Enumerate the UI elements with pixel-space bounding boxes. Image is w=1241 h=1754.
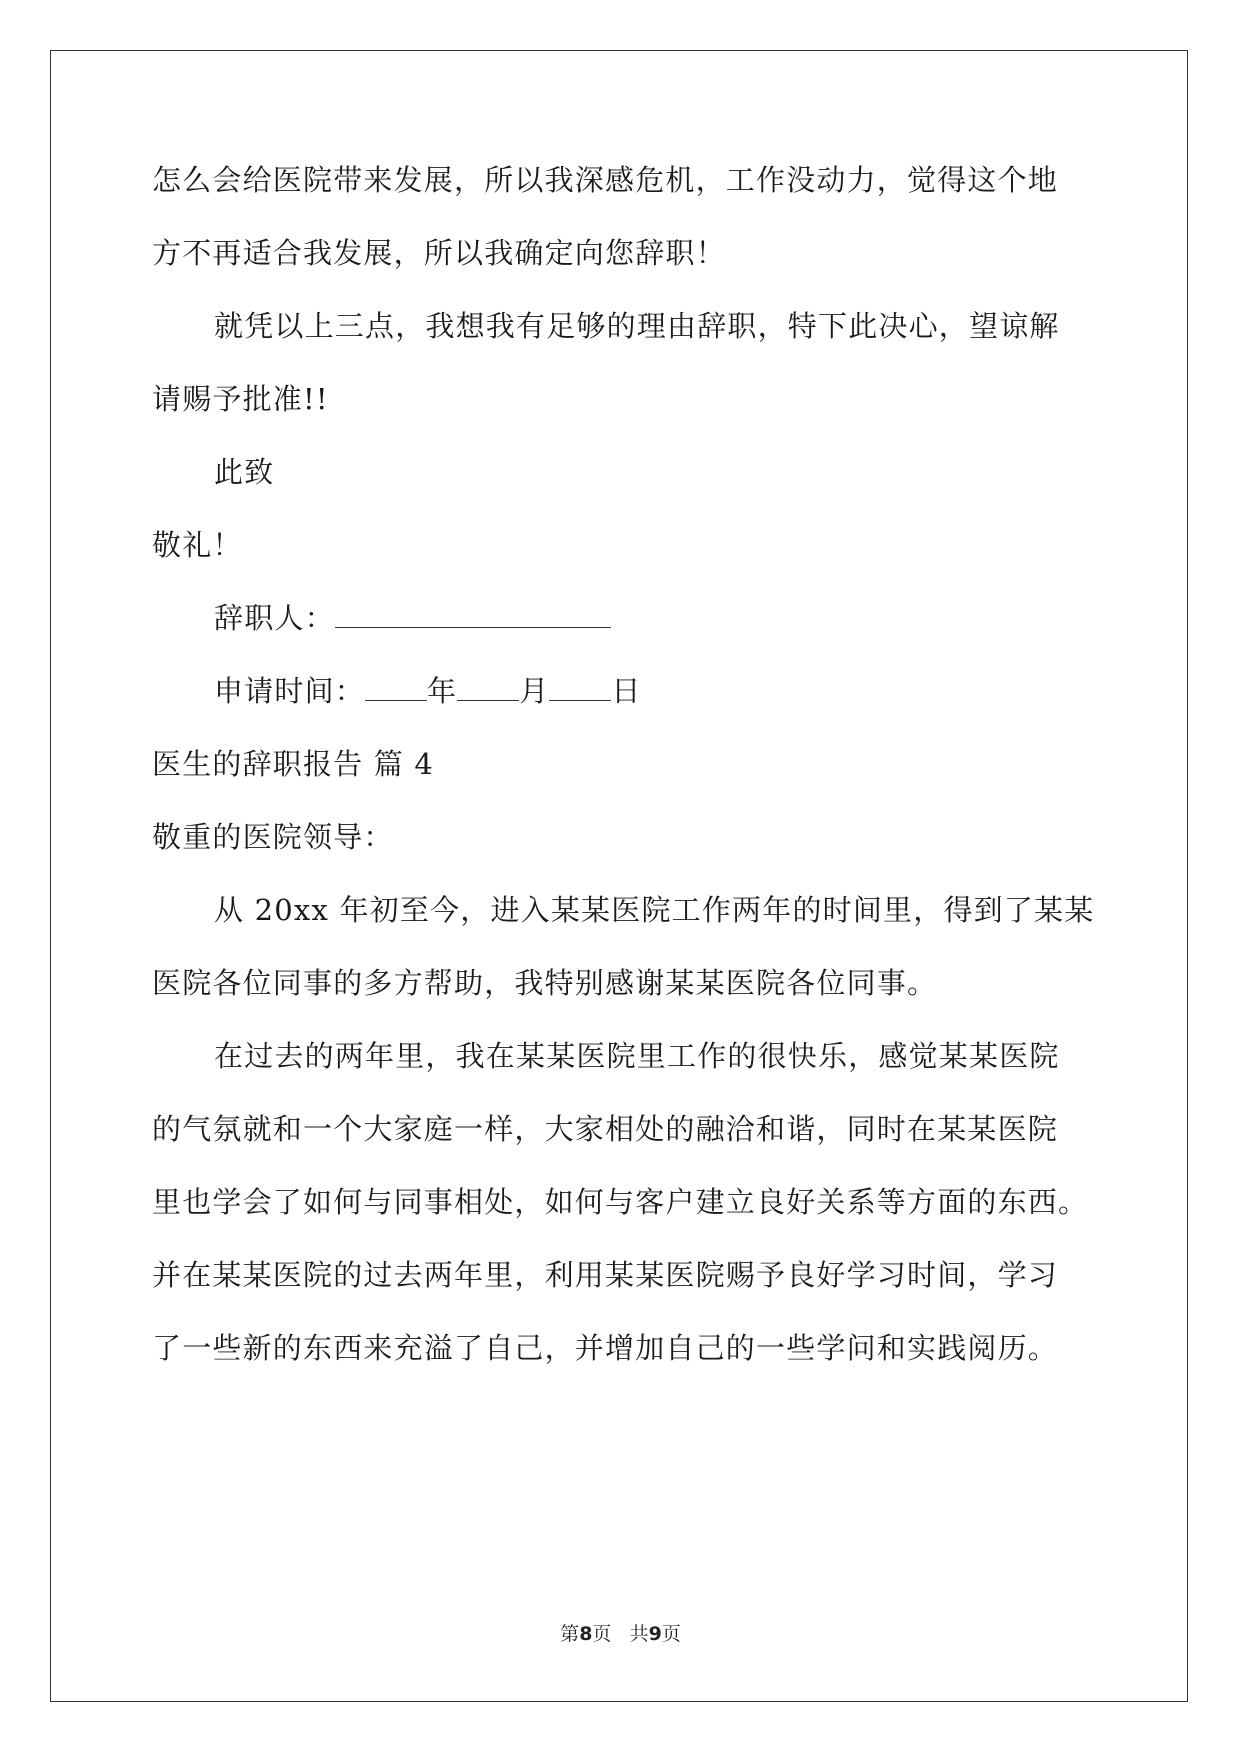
text-line: 里也学会了如何与同事相处，如何与客户建立良好关系等方面的东西。 [152,1185,1089,1219]
closing-regards: 敬礼！ [152,528,243,562]
text-line: 医院各位同事的多方帮助，我特别感谢某某医院各位同事。 [152,966,938,1000]
text-line: 请赐予批准!! [152,382,329,416]
text-line: 的气氛就和一个大家庭一样，大家相处的融洽和谐，同时在某某医院 [152,1112,1059,1146]
month-blank[interactable] [457,672,519,701]
month-label: 月 [519,674,550,708]
text-line: 并在某某医院的过去两年里，利用某某医院赐予良好学习时间，学习 [152,1258,1059,1292]
year-blank[interactable] [365,672,427,701]
text-line: 了一些新的东西来充溢了自己，并增加自己的一些学问和实践阅历。 [152,1331,1059,1365]
resigner-label: 辞职人： [214,601,335,635]
total-pages-number: 9 [648,1623,662,1645]
footer-total-prefix: 共 [629,1623,649,1645]
section-heading: 医生的辞职报告 篇 4 [152,747,435,781]
day-label: 日 [611,674,642,708]
letter-greeting: 敬重的医院领导： [152,820,394,854]
day-blank[interactable] [549,672,611,701]
page-footer [0,1622,1241,1646]
resigner-line [214,598,611,638]
text-line: 方不再适合我发展，所以我确定向您辞职！ [152,236,726,270]
page-frame [50,50,1188,1702]
resigner-blank[interactable] [335,599,611,628]
paragraph-line: 就凭以上三点，我想我有足够的理由辞职，特下此决心，望谅解 [214,309,1060,343]
footer-page-unit: 页 [592,1623,612,1645]
paragraph-line: 在过去的两年里，我在某某医院里工作的很快乐，感觉某某医院 [214,1039,1060,1073]
footer-prefix: 第 [560,1623,580,1645]
paragraph-line: 从 20xx 年初至今，进入某某医院工作两年的时间里，得到了某某 [214,893,1095,927]
application-date-label: 申请时间： [214,674,366,708]
year-label: 年 [427,674,458,708]
text-line: 怎么会给医院带来发展，所以我深感危机，工作没动力，觉得这个地 [152,163,1059,197]
application-date-line [214,671,642,711]
current-page-number: 8 [579,1623,593,1645]
footer-total-unit: 页 [661,1623,681,1645]
closing-salutation: 此致 [214,455,275,489]
